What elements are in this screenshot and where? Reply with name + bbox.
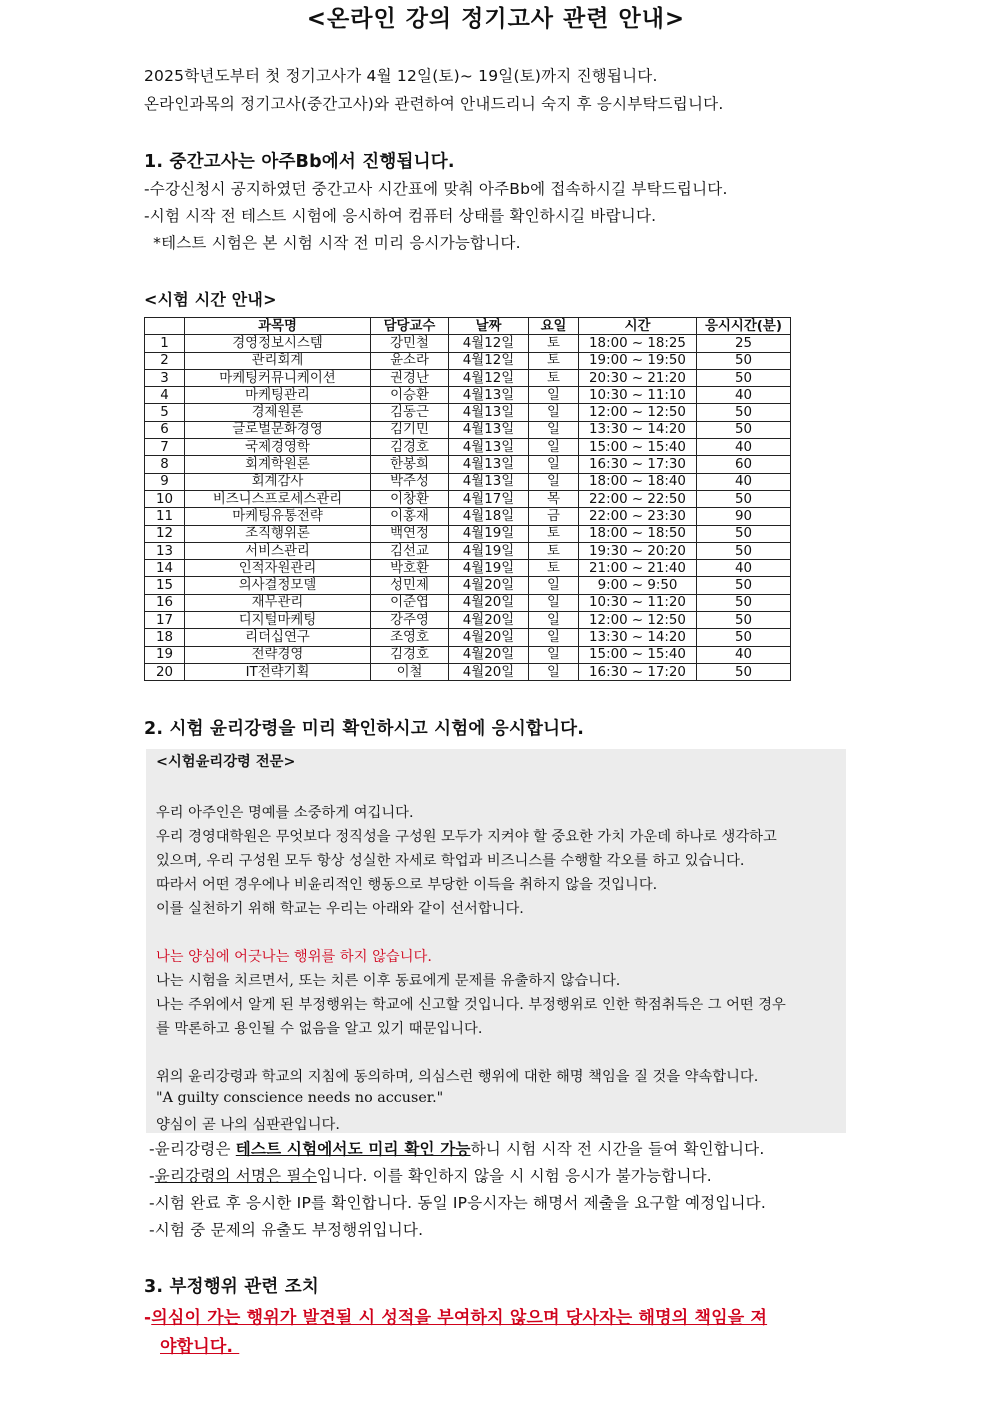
cell-no: 1 <box>145 335 185 352</box>
cell-day: 일 <box>529 439 579 456</box>
ethics-red-line: 나는 양심에 어긋나는 행위를 하지 않습니다. <box>156 949 432 965</box>
header-course: 과목명 <box>185 318 371 335</box>
cell-duration: 50 <box>697 542 791 559</box>
cell-no: 20 <box>145 663 185 680</box>
cell-course: 회계학원론 <box>185 456 371 473</box>
cell-day: 일 <box>529 594 579 611</box>
misconduct-dash: - <box>144 1308 152 1328</box>
cell-time: 16:30 ~ 17:20 <box>579 663 697 680</box>
cell-time: 10:30 ~ 11:20 <box>579 594 697 611</box>
header-date: 날짜 <box>449 318 529 335</box>
note1-pre: -윤리강령은 <box>149 1140 236 1158</box>
ethics-line: 위의 윤리강령과 학교의 지침에 동의하며, 의심스런 행위에 대한 해명 책임을 질 것을 약속합니다. <box>156 1069 759 1085</box>
cell-no: 14 <box>145 560 185 577</box>
cell-time: 15:00 ~ 15:40 <box>579 646 697 663</box>
header-day: 요일 <box>529 318 579 335</box>
table-row <box>145 439 791 456</box>
cell-day: 일 <box>529 577 579 594</box>
cell-duration: 50 <box>697 612 791 629</box>
cell-duration: 50 <box>697 594 791 611</box>
cell-course: 마케팅관리 <box>185 387 371 404</box>
cell-duration: 40 <box>697 439 791 456</box>
table-row <box>145 421 791 438</box>
cell-day: 일 <box>529 387 579 404</box>
misconduct-text-1: 의심이 가는 행위가 발견될 시 성적을 부여하지 않으며 당사자는 해명의 책임을 져 <box>151 1308 768 1328</box>
cell-no: 16 <box>145 594 185 611</box>
cell-course: 디지털마케팅 <box>185 612 371 629</box>
cell-no: 13 <box>145 542 185 559</box>
ethics-note-4: -시험 중 문제의 유출도 부정행위입니다. <box>149 1221 424 1239</box>
cell-time: 19:00 ~ 19:50 <box>579 352 697 369</box>
cell-duration: 90 <box>697 508 791 525</box>
cell-no: 12 <box>145 525 185 542</box>
misconduct-line-1 <box>144 1303 767 1328</box>
cell-duration: 25 <box>697 335 791 352</box>
table-row <box>145 508 791 525</box>
ethics-line: 를 막론하고 용인될 수 없음을 알고 있기 때문입니다. <box>156 1021 483 1037</box>
cell-course: 국제경영학 <box>185 439 371 456</box>
cell-time: 22:00 ~ 23:30 <box>579 508 697 525</box>
cell-duration: 60 <box>697 456 791 473</box>
cell-day: 금 <box>529 508 579 525</box>
cell-time: 12:00 ~ 12:50 <box>579 612 697 629</box>
cell-professor: 김경호 <box>371 646 449 663</box>
cell-professor: 조영호 <box>371 629 449 646</box>
page-title: <온라인 강의 정기고사 관련 안내> <box>306 6 686 32</box>
cell-course: 인적자원관리 <box>185 560 371 577</box>
section1-line-2: -시험 시작 전 테스트 시험에 응시하여 컴퓨터 상태를 확인하시길 바랍니다. <box>144 207 657 225</box>
cell-professor: 강주영 <box>371 612 449 629</box>
note1-post: 하니 시험 시작 전 시간을 들여 확인합니다. <box>470 1140 765 1158</box>
table-row <box>145 404 791 421</box>
table-row <box>145 335 791 352</box>
cell-date: 4월20일 <box>449 629 529 646</box>
cell-duration: 40 <box>697 387 791 404</box>
cell-date: 4월13일 <box>449 421 529 438</box>
ethics-line: 나는 시험을 치르면서, 또는 치른 이후 동료에게 문제를 유출하지 않습니다. <box>156 973 621 989</box>
cell-day: 토 <box>529 335 579 352</box>
cell-time: 21:00 ~ 21:40 <box>579 560 697 577</box>
note2-pre: - <box>149 1167 155 1185</box>
cell-date: 4월13일 <box>449 473 529 490</box>
cell-date: 4월13일 <box>449 404 529 421</box>
cell-professor: 이승환 <box>371 387 449 404</box>
cell-course: 마케팅커뮤니케이션 <box>185 369 371 386</box>
cell-date: 4월20일 <box>449 663 529 680</box>
cell-course: 서비스관리 <box>185 542 371 559</box>
cell-course: 의사결정모델 <box>185 577 371 594</box>
cell-professor: 권경난 <box>371 369 449 386</box>
ethics-line: 우리 아주인은 명예를 소중하게 여깁니다. <box>156 805 414 821</box>
cell-day: 토 <box>529 542 579 559</box>
cell-course: 조직행위론 <box>185 525 371 542</box>
cell-duration: 50 <box>697 421 791 438</box>
ethics-note-3: -시험 완료 후 응시한 IP를 확인합니다. 동일 IP응시자는 해명서 제출을 요구할 예정입니다. <box>149 1194 766 1212</box>
note2-post: 입니다. 이를 확인하지 않을 시 시험 응시가 불가능합니다. <box>316 1167 712 1185</box>
cell-day: 일 <box>529 629 579 646</box>
ethics-line: 있으며, 우리 구성원 모두 항상 성실한 자세로 학업과 비즈니스를 수행할 각오를 하고 있습니다. <box>156 853 745 869</box>
cell-day: 토 <box>529 369 579 386</box>
cell-professor: 윤소라 <box>371 352 449 369</box>
cell-day: 토 <box>529 525 579 542</box>
cell-day: 토 <box>529 352 579 369</box>
cell-time: 20:30 ~ 21:20 <box>579 369 697 386</box>
table-row <box>145 646 791 663</box>
table-row <box>145 473 791 490</box>
cell-time: 10:30 ~ 11:10 <box>579 387 697 404</box>
ethics-code-box <box>146 749 846 1133</box>
cell-duration: 40 <box>697 560 791 577</box>
table-row <box>145 560 791 577</box>
cell-course: 회계감사 <box>185 473 371 490</box>
note1-emphasis: 테스트 시험에서도 미리 확인 가능 <box>235 1140 471 1158</box>
table-row <box>145 352 791 369</box>
cell-day: 일 <box>529 421 579 438</box>
cell-time: 9:00 ~ 9:50 <box>579 577 697 594</box>
cell-course: 경영정보시스템 <box>185 335 371 352</box>
table-row <box>145 577 791 594</box>
cell-date: 4월18일 <box>449 508 529 525</box>
cell-time: 19:30 ~ 20:20 <box>579 542 697 559</box>
section1-line-1: -수강신청시 공지하였던 중간고사 시간표에 맞춰 아주Bb에 접속하시길 부탁드립니다. <box>144 180 728 198</box>
cell-no: 7 <box>145 439 185 456</box>
section2-heading: 2. 시험 윤리강령을 미리 확인하시고 시험에 응시합니다. <box>144 719 585 739</box>
cell-day: 일 <box>529 404 579 421</box>
table-row <box>145 490 791 507</box>
cell-day: 목 <box>529 490 579 507</box>
cell-no: 3 <box>145 369 185 386</box>
cell-no: 6 <box>145 421 185 438</box>
table-row <box>145 369 791 386</box>
cell-date: 4월17일 <box>449 490 529 507</box>
cell-date: 4월13일 <box>449 439 529 456</box>
cell-course: 마케팅유통전략 <box>185 508 371 525</box>
cell-no: 11 <box>145 508 185 525</box>
cell-no: 8 <box>145 456 185 473</box>
ethics-line: 따라서 어떤 경우에나 비윤리적인 행동으로 부당한 이득을 취하지 않을 것입니다. <box>156 877 658 893</box>
cell-professor: 이홍재 <box>371 508 449 525</box>
cell-duration: 50 <box>697 663 791 680</box>
cell-duration: 50 <box>697 525 791 542</box>
table-row <box>145 594 791 611</box>
cell-time: 15:00 ~ 15:40 <box>579 439 697 456</box>
cell-course: 관리회계 <box>185 352 371 369</box>
cell-date: 4월12일 <box>449 369 529 386</box>
cell-date: 4월19일 <box>449 525 529 542</box>
cell-course: 전략경영 <box>185 646 371 663</box>
cell-no: 4 <box>145 387 185 404</box>
ethics-quote: "A guilty conscience needs no accuser." <box>156 1090 444 1106</box>
cell-professor: 박주성 <box>371 473 449 490</box>
ethics-line: 나는 주위에서 알게 된 부정행위는 학교에 신고할 것입니다. 부정행위로 인한 학점취득은 그 어떤 경우 <box>156 997 786 1013</box>
cell-no: 9 <box>145 473 185 490</box>
table-row <box>145 525 791 542</box>
cell-date: 4월12일 <box>449 335 529 352</box>
table-row <box>145 612 791 629</box>
cell-no: 5 <box>145 404 185 421</box>
cell-duration: 50 <box>697 490 791 507</box>
note2-emphasis: 윤리강령의 서명은 필수 <box>154 1167 317 1185</box>
cell-professor: 강민철 <box>371 335 449 352</box>
table-row <box>145 542 791 559</box>
cell-duration: 40 <box>697 646 791 663</box>
cell-no: 18 <box>145 629 185 646</box>
schedule-caption: <시험 시간 안내> <box>144 290 277 309</box>
cell-duration: 50 <box>697 352 791 369</box>
header-duration: 응시시간(분) <box>697 318 791 335</box>
cell-professor: 김선교 <box>371 542 449 559</box>
cell-date: 4월19일 <box>449 542 529 559</box>
cell-time: 18:00 ~ 18:50 <box>579 525 697 542</box>
intro-line-1: 2025학년도부터 첫 정기고사가 4월 12일(토)~ 19일(토)까지 진행됩니다. <box>144 67 658 85</box>
cell-date: 4월13일 <box>449 387 529 404</box>
cell-no: 19 <box>145 646 185 663</box>
header-time: 시간 <box>579 318 697 335</box>
cell-professor: 이철 <box>371 663 449 680</box>
cell-course: 글로벌문화경영 <box>185 421 371 438</box>
cell-time: 16:30 ~ 17:30 <box>579 456 697 473</box>
misconduct-line-2: 야합니다. <box>160 1337 240 1357</box>
cell-time: 18:00 ~ 18:40 <box>579 473 697 490</box>
cell-no: 17 <box>145 612 185 629</box>
exam-schedule-table <box>144 317 791 681</box>
cell-day: 일 <box>529 612 579 629</box>
cell-professor: 이준엽 <box>371 594 449 611</box>
section3-heading: 3. 부정행위 관련 조치 <box>144 1277 319 1297</box>
table-row <box>145 663 791 680</box>
cell-duration: 50 <box>697 577 791 594</box>
cell-duration: 50 <box>697 369 791 386</box>
cell-professor: 이창환 <box>371 490 449 507</box>
table-row <box>145 456 791 473</box>
cell-day: 일 <box>529 646 579 663</box>
cell-date: 4월20일 <box>449 594 529 611</box>
ethics-box-title: <시험윤리강령 전문> <box>156 754 296 770</box>
cell-course: IT전략기획 <box>185 663 371 680</box>
cell-time: 13:30 ~ 14:20 <box>579 629 697 646</box>
cell-professor: 김기민 <box>371 421 449 438</box>
ethics-note-2 <box>149 1164 712 1186</box>
cell-professor: 백연정 <box>371 525 449 542</box>
cell-course: 비즈니스프로세스관리 <box>185 490 371 507</box>
cell-day: 일 <box>529 473 579 490</box>
cell-date: 4월19일 <box>449 560 529 577</box>
cell-time: 13:30 ~ 14:20 <box>579 421 697 438</box>
cell-date: 4월12일 <box>449 352 529 369</box>
cell-day: 일 <box>529 456 579 473</box>
cell-time: 18:00 ~ 18:25 <box>579 335 697 352</box>
table-header-row <box>145 318 791 335</box>
intro-line-2: 온라인과목의 정기고사(중간고사)와 관련하여 안내드리니 숙지 후 응시부탁드립니다. <box>144 95 724 113</box>
cell-duration: 40 <box>697 473 791 490</box>
cell-date: 4월13일 <box>449 456 529 473</box>
cell-duration: 50 <box>697 404 791 421</box>
cell-course: 재무관리 <box>185 594 371 611</box>
ethics-line: 우리 경영대학원은 무엇보다 정직성을 구성원 모두가 지켜야 할 중요한 가치 가운데 하나로 생각하고 <box>156 829 777 845</box>
ethics-line: 이를 실천하기 위해 학교는 우리는 아래와 같이 선서합니다. <box>156 901 524 917</box>
ethics-note-1 <box>149 1137 764 1159</box>
cell-course: 리더십연구 <box>185 629 371 646</box>
cell-no: 10 <box>145 490 185 507</box>
cell-day: 토 <box>529 560 579 577</box>
cell-date: 4월20일 <box>449 612 529 629</box>
cell-duration: 50 <box>697 629 791 646</box>
header-no <box>145 318 185 335</box>
cell-no: 15 <box>145 577 185 594</box>
section1-line-3: *테스트 시험은 본 시험 시작 전 미리 응시가능합니다. <box>148 234 521 252</box>
cell-day: 일 <box>529 663 579 680</box>
cell-professor: 박호환 <box>371 560 449 577</box>
cell-professor: 성민제 <box>371 577 449 594</box>
cell-date: 4월20일 <box>449 577 529 594</box>
cell-no: 2 <box>145 352 185 369</box>
table-row <box>145 629 791 646</box>
cell-professor: 김경호 <box>371 439 449 456</box>
cell-time: 12:00 ~ 12:50 <box>579 404 697 421</box>
cell-date: 4월20일 <box>449 646 529 663</box>
cell-time: 22:00 ~ 22:50 <box>579 490 697 507</box>
cell-professor: 김동근 <box>371 404 449 421</box>
cell-course: 경제원론 <box>185 404 371 421</box>
table-row <box>145 387 791 404</box>
header-professor: 담당교수 <box>371 318 449 335</box>
ethics-line: 양심이 곧 나의 심판관입니다. <box>156 1117 340 1133</box>
cell-professor: 한봉희 <box>371 456 449 473</box>
section1-heading: 1. 중간고사는 아주Bb에서 진행됩니다. <box>144 152 455 172</box>
